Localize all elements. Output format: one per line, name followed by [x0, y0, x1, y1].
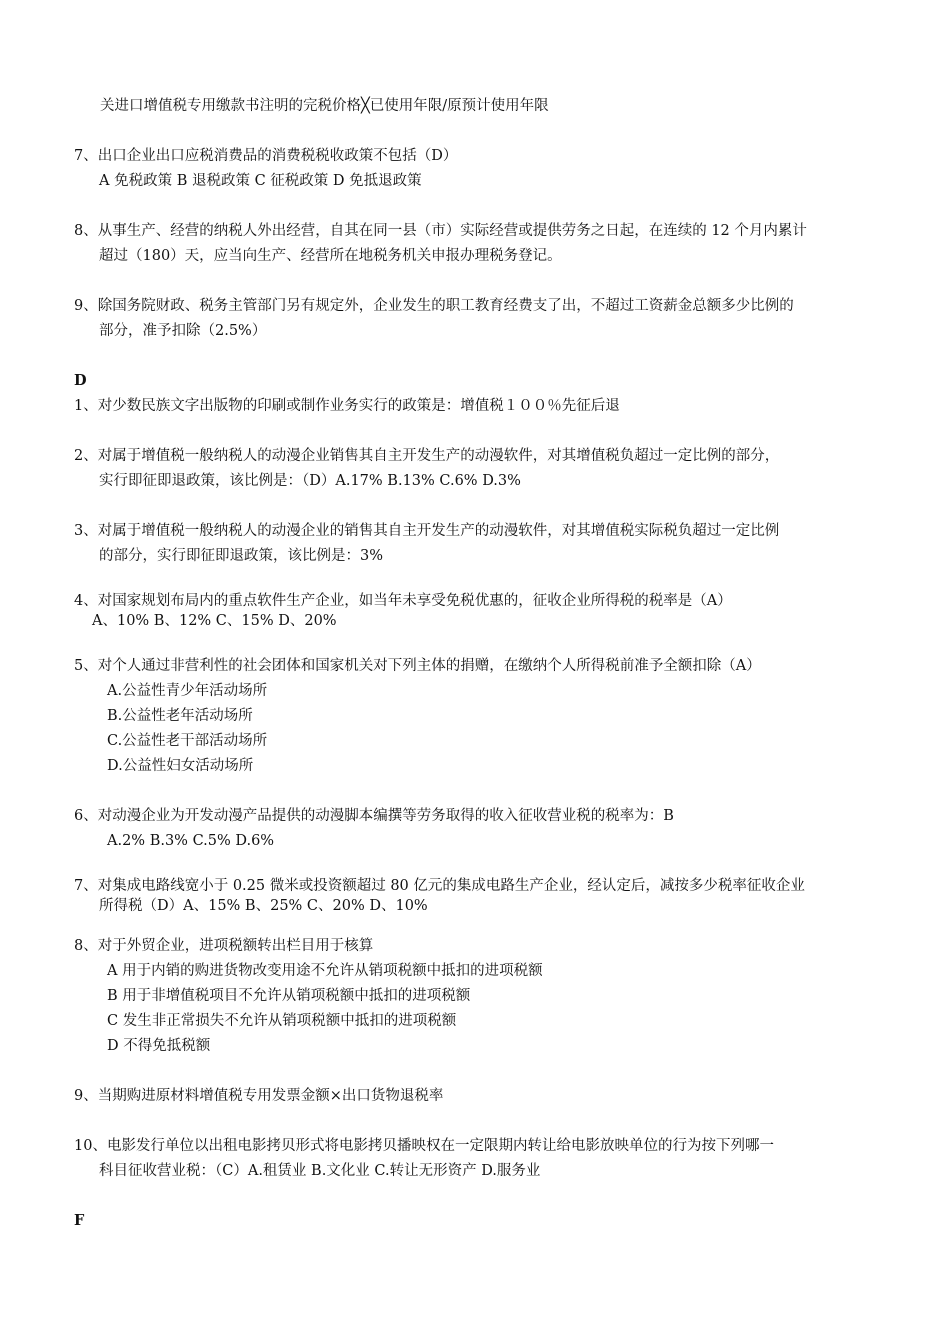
d-question-8-option-b: B 用于非增值税项目不允许从销项税额中抵扣的进项税额 [107, 988, 471, 1004]
d-question-10: 10、电影发行单位以出租电影拷贝形式将电影拷贝播映权在一定限期内转让给电影放映单位的行为按下列哪一 [74, 1138, 774, 1154]
d-question-5-option-c: C.公益性老干部活动场所 [107, 733, 268, 749]
d-question-6-options: A.2% B.3% C.5% D.6% [107, 833, 275, 849]
text-line: 关进口增值税专用缴款书注明的完税价格╳已使用年限/原预计使用年限 [100, 98, 549, 114]
d-question-1: 1、对少数民族文字出版物的印刷或制作业务实行的政策是：增值税１００％先征后退 [74, 398, 620, 414]
d-question-8-option-a: A 用于内销的购进货物改变用途不允许从销项税额中抵扣的进项税额 [107, 963, 543, 979]
d-question-2: 2、对属于增值税一般纳税人的动漫企业销售其自主开发生产的动漫软件，对其增值税负超过一定比例的部分， [74, 448, 780, 464]
section-heading-f: F [74, 1212, 85, 1229]
d-question-3-cont: 的部分，实行即征即退政策，该比例是：3% [99, 548, 384, 564]
d-question-5-option-a: A.公益性青少年活动场所 [107, 683, 268, 699]
d-question-5-option-d: D.公益性妇女活动场所 [107, 758, 254, 774]
d-question-2-cont: 实行即征即退政策，该比例是：（D）A.17% B.13% C.6% D.3% [99, 473, 521, 489]
d-question-6: 6、对动漫企业为开发动漫产品提供的动漫脚本编撰等劳务取得的收入征收营业税的税率为：B [74, 808, 674, 824]
d-question-7-cont: 所得税（D）A、15% B、25% C、20% D、10% [99, 898, 428, 914]
question-7-options: A 免税政策 B 退税政策 C 征税政策 D 免抵退政策 [99, 173, 422, 189]
d-question-7: 7、对集成电路线宽小于 0.25 微米或投资额超过 80 亿元的集成电路生产企业，经认定后，减按多少税率征收企业 [74, 878, 805, 894]
question-9: 9、除国务院财政、税务主管部门另有规定外，企业发生的职工教育经费支了出，不超过工资薪金总额多少比例的 [74, 298, 794, 314]
d-question-8: 8、对于外贸企业，进项税额转出栏目用于核算 [74, 938, 374, 954]
section-heading-d: D [74, 372, 87, 389]
d-question-8-option-d: D 不得免抵税额 [107, 1038, 211, 1054]
d-question-5: 5、对个人通过非营利性的社会团体和国家机关对下列主体的捐赠，在缴纳个人所得税前准予全额扣除（A） [74, 658, 761, 674]
question-7: 7、出口企业出口应税消费品的消费税税收政策不包括（D） [74, 148, 458, 164]
d-question-4: 4、对国家规划布局内的重点软件生产企业，如当年未享受免税优惠的，征收企业所得税的税率是（A） [74, 593, 732, 609]
question-8-cont: 超过（180）天，应当向生产、经营所在地税务机关申报办理税务登记。 [99, 248, 562, 264]
d-question-4-options: A、10% B、12% C、15% D、20% [92, 613, 337, 629]
d-question-8-option-c: C 发生非正常损失不允许从销项税额中抵扣的进项税额 [107, 1013, 457, 1029]
d-question-10-cont: 科目征收营业税：（C）A.租赁业 B.文化业 C.转让无形资产 D.服务业 [99, 1163, 541, 1179]
d-question-5-option-b: B.公益性老年活动场所 [107, 708, 253, 724]
d-question-3: 3、对属于增值税一般纳税人的动漫企业的销售其自主开发生产的动漫软件，对其增值税实际税负超过一定比例 [74, 523, 780, 539]
question-8: 8、从事生产、经营的纳税人外出经营，自其在同一县（市）实际经营或提供劳务之日起，在连续的 12 个月内累计 [74, 223, 807, 239]
d-question-9: 9、当期购进原材料增值税专用发票金额×出口货物退税率 [74, 1088, 444, 1104]
question-9-cont: 部分，准予扣除（2.5%） [99, 323, 267, 339]
